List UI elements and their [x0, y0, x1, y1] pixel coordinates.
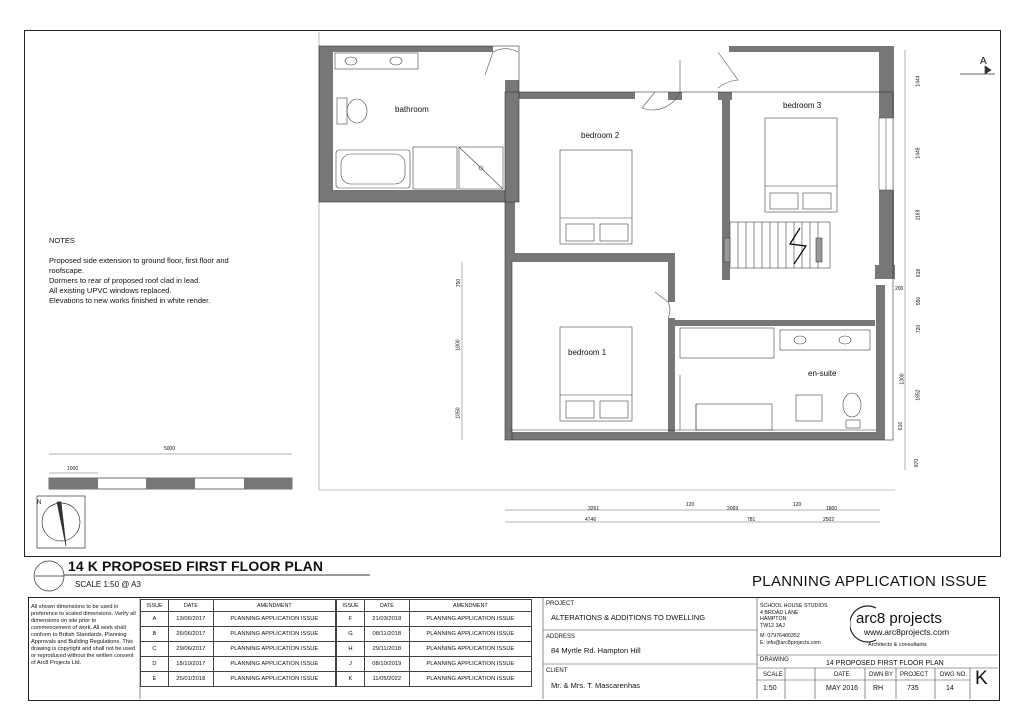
dim-bottom-5: 1800	[826, 506, 838, 512]
client-label: CLIENT	[546, 668, 568, 674]
issue-status: PLANNING APPLICATION ISSUE	[752, 573, 988, 590]
address-line: SCHOOL HOUSE STUDIOS	[760, 603, 828, 609]
val-dwg-no: 14	[946, 685, 954, 692]
note-line: Dormers to rear of proposed roof clad in lead.	[49, 276, 201, 285]
issue-code: D	[141, 657, 169, 672]
issue-code: A	[141, 612, 169, 627]
issue-date: 29/11/2018	[364, 642, 409, 657]
hdr-dwn-by: DWN BY	[869, 672, 893, 678]
address-line: HAMPTON	[760, 616, 787, 622]
table-row	[337, 672, 532, 687]
scale-bar-unit: 1000	[67, 466, 79, 472]
issue-table-left	[140, 599, 336, 687]
room-label-bedroom-2: bedroom 2	[581, 131, 620, 140]
val-project: 735	[907, 685, 919, 692]
dim-bottom-6: 4746	[585, 517, 597, 523]
table-row	[337, 627, 532, 642]
table-row	[141, 657, 336, 672]
table-row	[337, 612, 532, 627]
room-label-bedroom-3: bedroom 3	[783, 101, 822, 110]
col-amendment: AMENDMENT	[409, 600, 531, 612]
practice-logo: arc8 projects	[856, 610, 942, 627]
issue-code: J	[337, 657, 365, 672]
practice-address	[760, 603, 828, 646]
issue-code: F	[337, 612, 365, 627]
issue-code: B	[141, 627, 169, 642]
val-date: MAY 2016	[826, 685, 859, 692]
issue-amendment: PLANNING APPLICATION ISSUE	[213, 612, 335, 627]
client-value: Mr. & Mrs. T. Mascarenhas	[551, 681, 641, 690]
dim-left-2: 1800	[455, 339, 462, 351]
val-scale: 1:50	[763, 685, 777, 692]
hdr-project: PROJECT	[900, 672, 929, 678]
table-row	[337, 642, 532, 657]
dim-bottom-2: 120	[686, 502, 695, 508]
dim-right-6: 550	[916, 296, 923, 306]
note-line: Proposed side extension to ground floor, first floor and roofscape.	[49, 256, 229, 275]
col-issue: ISSUE	[141, 600, 169, 612]
table-row	[141, 642, 336, 657]
issue-date: 13/06/2017	[168, 612, 213, 627]
col-amendment: AMENDMENT	[213, 600, 335, 612]
dim-left-1: 750	[456, 278, 463, 288]
dim-bottom-1: 3261	[588, 506, 600, 512]
issue-code: K	[337, 672, 365, 687]
room-label-bathroom: bathroom	[395, 105, 429, 114]
project-label: PROJECT	[546, 601, 575, 607]
address-label: ADDRESS	[546, 634, 576, 640]
address-value: 84 Myrtle Rd. Hampton Hill	[551, 646, 641, 655]
col-date: DATE	[364, 600, 409, 612]
table-row	[141, 627, 336, 642]
practice-website[interactable]: www.arc8projects.com	[864, 627, 950, 637]
practice-email: E: info@arc8projects.com	[760, 639, 821, 646]
note-line: All existing UPVC windows replaced.	[49, 286, 172, 295]
issue-amendment: PLANNING APPLICATION ISSUE	[409, 612, 531, 627]
issue-amendment: PLANNING APPLICATION ISSUE	[409, 642, 531, 657]
issue-amendment: PLANNING APPLICATION ISSUE	[213, 642, 335, 657]
dim-right-1: 1444	[915, 75, 922, 87]
issue-date: 29/06/2017	[168, 642, 213, 657]
address-line: TW12 3AJ	[760, 622, 785, 629]
hdr-scale: SCALE	[763, 672, 783, 678]
dim-bottom-8: 2502	[823, 517, 835, 523]
room-label-ensuite: en-suite	[808, 369, 837, 378]
issue-code: E	[141, 672, 169, 687]
dim-right-10: 616	[898, 421, 905, 431]
table-row	[337, 657, 532, 672]
issue-amendment: PLANNING APPLICATION ISSUE	[213, 672, 335, 687]
issue-date: 18/10/2017	[168, 657, 213, 672]
dim-right-3: 1169	[915, 209, 922, 221]
dim-right-2: 1449	[915, 147, 922, 159]
drawing-title: 14 K PROPOSED FIRST FLOOR PLAN	[68, 558, 324, 574]
dim-bottom-4: 120	[793, 502, 802, 508]
revision-letter: K	[975, 668, 988, 689]
scale-bar-total: 5000	[164, 446, 176, 452]
issue-amendment: PLANNING APPLICATION ISSUE	[213, 657, 335, 672]
table-row	[141, 672, 336, 687]
hdr-dwg-no: DWG NO.	[940, 672, 967, 678]
drawing-label: DRAWING	[760, 657, 789, 663]
dim-bottom-3: 2069	[727, 506, 739, 512]
val-dwn-by: RH	[873, 685, 884, 692]
disclaimer: All shown dimensions to be used in preference to scaled dimensions. Verify all dimensions on site prior to commencement of work. All work shall conform to British Standards, Planning Approvals and Building Regulations. This drawing is copyright and shall not be used or reproduced without the written consent of Arc8 Projects Ltd.	[31, 604, 136, 666]
issue-code: C	[141, 642, 169, 657]
issue-code: H	[337, 642, 365, 657]
north-label: N	[37, 500, 42, 506]
practice-phone: M: 07976480352	[760, 633, 800, 639]
dim-right-11: 870	[914, 458, 921, 468]
issue-code: G	[337, 627, 365, 642]
hdr-date: DATE	[834, 672, 850, 678]
notes-heading: NOTES	[49, 236, 75, 245]
dim-right-8: 1300	[899, 373, 906, 385]
issue-amendment: PLANNING APPLICATION ISSUE	[409, 672, 531, 687]
issue-amendment: PLANNING APPLICATION ISSUE	[409, 657, 531, 672]
table-row	[141, 612, 336, 627]
issue-date: 08/11/2018	[364, 627, 409, 642]
practice-tagline: Architects & consultants	[868, 642, 927, 648]
drawing-name: 14 PROPOSED FIRST FLOOR PLAN	[826, 660, 944, 667]
col-date: DATE	[168, 600, 213, 612]
issue-date: 26/06/2017	[168, 627, 213, 642]
issue-date: 25/01/2018	[168, 672, 213, 687]
issue-date: 08/10/2019	[364, 657, 409, 672]
dim-bottom-7: 781	[747, 517, 756, 523]
issue-amendment: PLANNING APPLICATION ISSUE	[213, 627, 335, 642]
dim-right-4: 618	[916, 268, 923, 278]
drawing-scale: SCALE 1:50 @ A3	[75, 580, 141, 589]
issue-table-right	[336, 599, 532, 687]
issue-amendment: PLANNING APPLICATION ISSUE	[409, 627, 531, 642]
col-issue: ISSUE	[337, 600, 365, 612]
section-marker-label: A	[980, 56, 987, 67]
address-line: 4 BROAD LANE	[760, 609, 799, 616]
room-label-bedroom-1: bedroom 1	[568, 348, 607, 357]
dim-right-5: 200	[895, 286, 904, 292]
dim-right-7: 720	[916, 324, 923, 334]
issue-date: 11/05/2022	[364, 672, 409, 687]
note-line: Elevations to new works finished in white render.	[49, 296, 211, 305]
issue-date: 21/03/2018	[364, 612, 409, 627]
dim-left-3: 1050	[455, 407, 462, 419]
project-value: ALTERATIONS & ADDITIONS TO DWELLING	[551, 613, 706, 622]
dim-right-9: 1852	[915, 389, 922, 401]
